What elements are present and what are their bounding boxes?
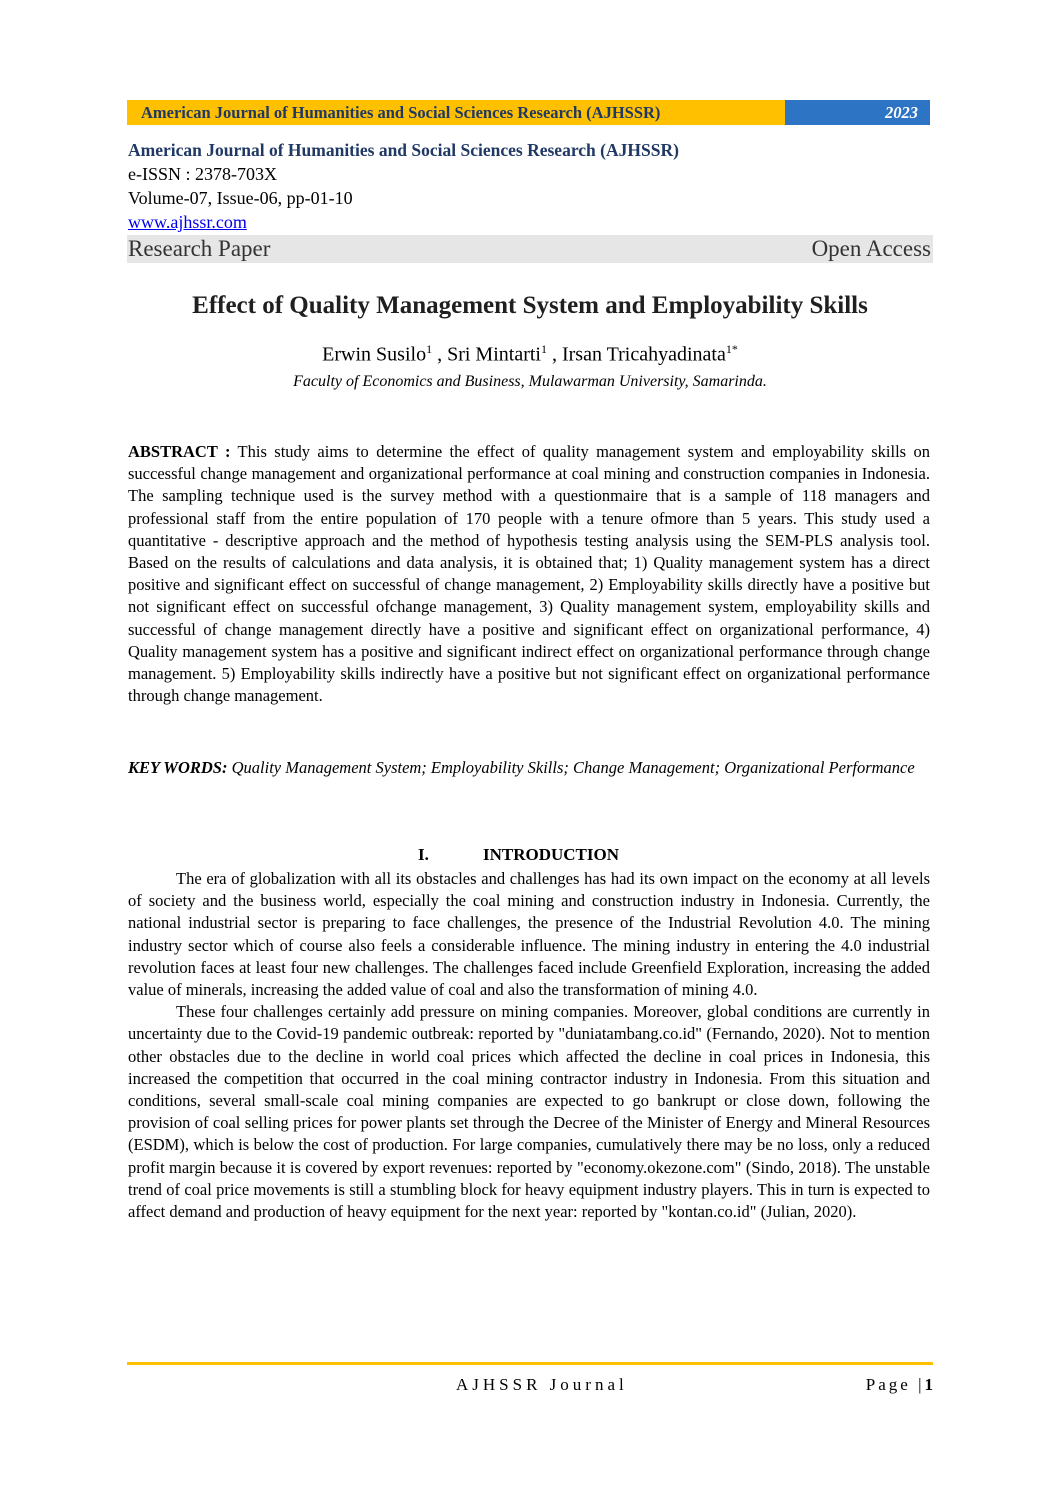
affiliation: Faculty of Economics and Business, Mulawarman University, Samarinda. (293, 373, 767, 390)
footer-divider (127, 1362, 933, 1365)
abstract (128, 441, 930, 707)
journal-meta (128, 138, 679, 234)
paragraph: These four challenges certainly add pressure on mining companies. Moreover, global conditions are currently in uncertainty due to the Covid-19 pandemic outbreak: reported by "duniatambang.co.id" (Fernando, 2020). Not to mention other obstacles due to the decline in world coal prices which affected the decline in coal prices in Indonesia, this increased the competition that occurred in the coal mining contractor industry in Indonesia. From this situation and conditions, several small-scale coal mining companies are expected to go bankrupt or close down, following the provision of coal selling prices for power plants set through the Decree of the Minister of Energy and Mineral Resources (ESDM), which is below the cost of production. For large companies, cumulatively there may be no loss, only a reduced profit margin because it is covered by export revenues: reported by "economy.okezone.com" (Sindo, 2018). The unstable trend of coal price movements is still a stumbling block for heavy equipment industry players. This in turn is expected to affect demand and production of heavy equipment for the next year: reported by "kontan.co.id" (Julian, 2020). (128, 1002, 930, 1222)
meta-issn: e-ISSN : 2378-703X (128, 164, 277, 184)
author-affil-mark: 1 (540, 342, 547, 356)
author-affil-mark: 1 (426, 342, 433, 356)
footer-page (866, 1375, 933, 1395)
keywords-text: Quality Management System; Employability Skills; Change Management; Organizational Performance (231, 758, 915, 777)
meta-volume: Volume-07, Issue-06, pp-01-10 (128, 188, 353, 208)
author-affil-mark: 1* (725, 342, 738, 356)
keywords-label: KEY WORDS: (128, 758, 228, 777)
abstract-label: ABSTRACT : (128, 442, 231, 461)
paragraph: The era of globalization with all its obstacles and challenges has had its own impact on the economy at all levels of society and the business world, especially the coal mining and construction industry in Indonesia. Currently, the national industrial sector is preparing to face challenges, the presence of the Industrial Revolution 4.0. The mining industry sector which of course also feels a considerable influence. The mining industry in entering the 4.0 industrial revolution faces at least four new challenges. The challenges faced include Greenfield Exploration, increasing the added value of minerals, increasing the added value of coal and also the transformation of mining 4.0. (128, 869, 930, 1000)
section-title: INTRODUCTION (483, 845, 620, 864)
paper-type-bar (127, 235, 933, 263)
header-journal-name: American Journal of Humanities and Social Sciences Research (AJHSSR) (127, 100, 785, 125)
access-type: Open Access (811, 236, 931, 261)
keywords (128, 757, 930, 779)
paper-title: Effect of Quality Management System and Employability Skills (192, 292, 868, 319)
section-number: I. (418, 845, 429, 864)
author-name: Erwin Susilo (322, 343, 427, 366)
meta-website-link[interactable]: www.ajhssr.com (128, 212, 247, 232)
footer-page-number: 1 (924, 1375, 933, 1394)
header-year: 2023 (785, 100, 930, 125)
author-name: Irsan Tricahyadinata (561, 343, 726, 366)
journal-header-bar (127, 100, 930, 125)
abstract-text: This study aims to determine the effect of quality management system and employability skills on successful change management and organizational performance at coal mining and construction companies in Indonesia. The sampling technique used is the survey method with a questionmaire that is a sample of 118 managers and professional staff from the entire population of 170 people with a tenure ofmore than 5 years. This study used a quantitative - descriptive approach and the method of hypothesis testing analysis using the SEM-PLS analysis tool. Based on the results of calculations and data analysis, it is obtained that; 1) Quality management system has a direct positive and significant effect on successful of change management, 2) Employability skills directly have a positive but not significant effect on successful ofchange management, 3) Quality management system, employability skills and successful of change management directly have a positive and significant effect on organizational performance, 4) Quality management system has a positive and significant indirect effect on organizational performance through change management. 5) Employability skills indirectly have a positive but not significant effect on organizational performance through change management. (128, 442, 930, 706)
author-name: Sri Mintarti (447, 343, 541, 366)
paper-type: Research Paper (128, 236, 271, 261)
introduction-body (128, 868, 930, 1223)
footer-page-label: Page | (865, 1375, 925, 1394)
meta-journal-name: American Journal of Humanities and Social Sciences Research (AJHSSR) (128, 140, 679, 160)
footer-journal: AJHSSR Journal (456, 1375, 628, 1394)
author-list: Erwin Susilo$^1$ , Sri Mintarti$^1$ , Irsan Tricahyadinata$^{1*}$ (322, 342, 738, 366)
